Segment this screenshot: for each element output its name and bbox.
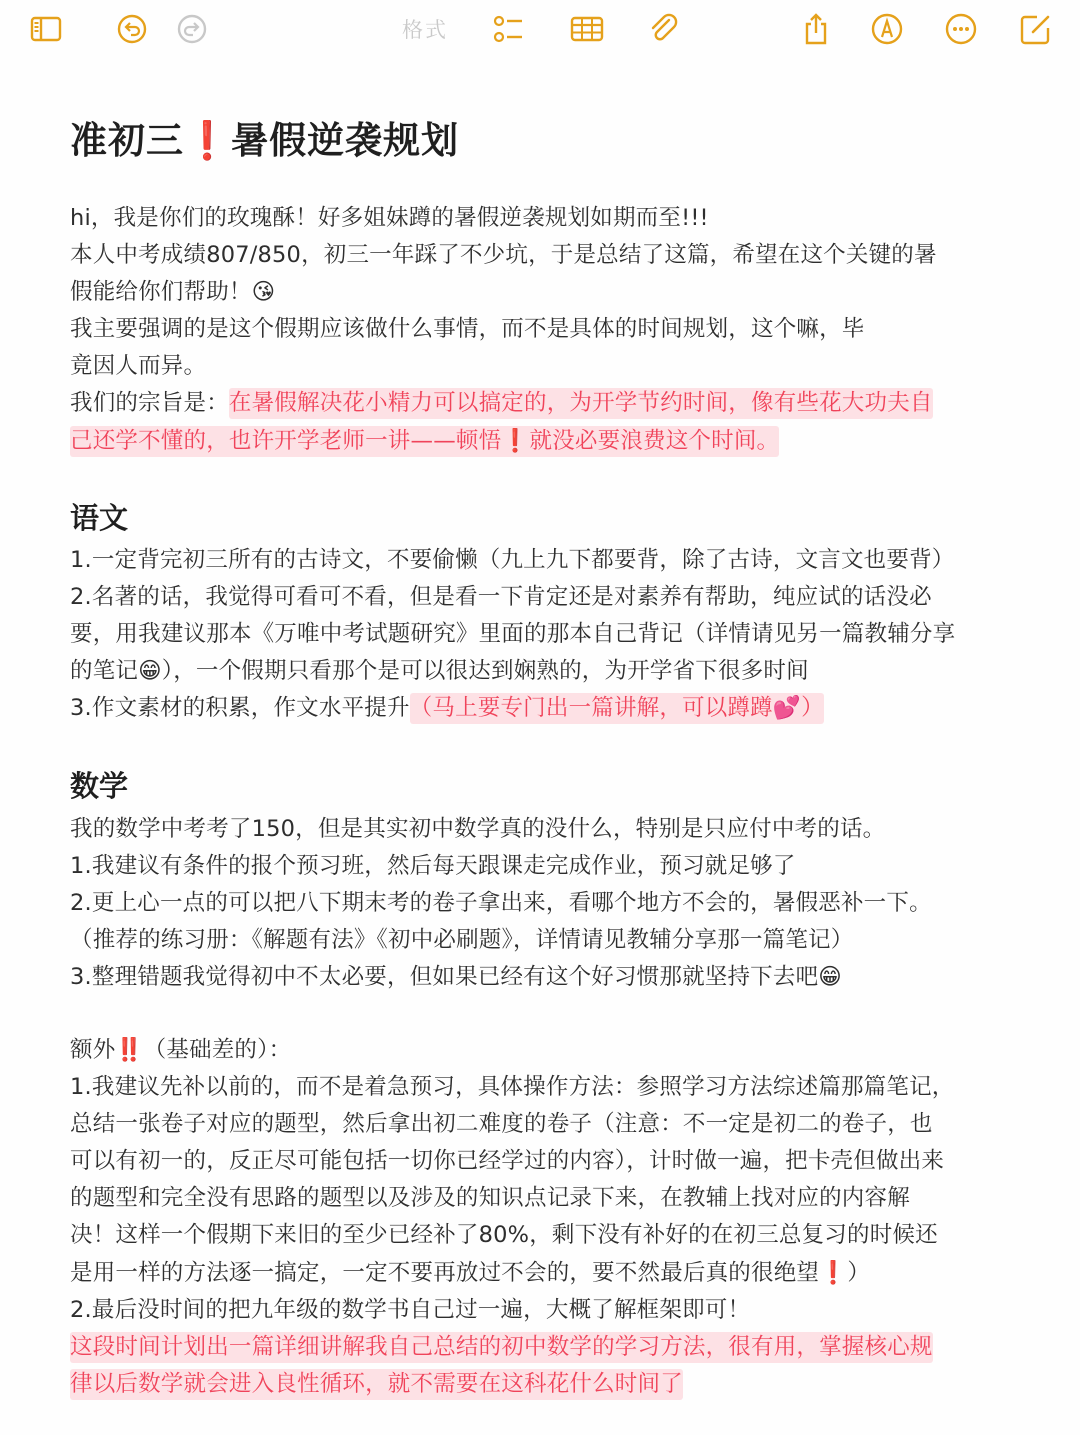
- format-button[interactable]: 格式: [402, 18, 448, 42]
- list-item: 2.最后没时间的把九年级的数学书自己过一遍，大概了解框架即可！: [70, 1296, 751, 1323]
- extra-block: [70, 1032, 1010, 1403]
- more-icon[interactable]: [942, 10, 980, 48]
- purpose-prefix: 我们的宗旨是：: [70, 390, 229, 417]
- extra-highlight: 律以后数学就会进入良性循环，就不需要在这科花什么时间了: [70, 1369, 683, 1400]
- intro-line: 本人中考成绩807/850，初三一年踩了不少坑，于是总结了这篇，希望在这个关键的暑: [70, 242, 937, 269]
- note-title: 准初三❗️暑假逆袭规划: [70, 119, 460, 162]
- checklist-icon[interactable]: [489, 10, 527, 48]
- list-item: 的笔记😁），一个假期只看那个是可以很达到娴熟的，为开学省下很多时间: [70, 658, 809, 685]
- list-item: 我的数学中考考了150，但是其实初中数学真的没什么，特别是只应付中考的话。: [70, 816, 886, 842]
- chinese-block: [70, 542, 1010, 727]
- section-heading-math: 数学: [70, 769, 129, 803]
- purpose-line: [70, 385, 1010, 422]
- extra-highlight-line: [70, 1329, 1010, 1366]
- list-item: 是用一样的方法逐一搞定，一定不要再放过不会的，要不然最后真的很绝望❗️）: [70, 1259, 871, 1286]
- undo-icon[interactable]: [113, 10, 151, 48]
- list-item: 总结一张卷子对应的题型，然后拿出初二难度的卷子（注意：不一定是初二的卷子，也: [70, 1111, 933, 1138]
- list-item: 1.我建议有条件的报个预习班，然后每天跟课走完成作业，预习就足够了: [70, 853, 796, 880]
- item3-text: 3.作文素材的积累，作文水平提升: [70, 695, 410, 722]
- sidebar-icon[interactable]: [27, 10, 65, 48]
- intro-line: hi，我是你们的玫瑰酥！好多姐妹蹲的暑假逆袭规划如期而至!!!: [70, 205, 709, 231]
- redo-icon[interactable]: [173, 10, 211, 48]
- share-icon[interactable]: [797, 10, 835, 48]
- list-item: 1.我建议先补以前的，而不是着急预习，具体操作方法：参照学习方法综述篇那篇笔记，: [70, 1074, 955, 1101]
- extra-heading: 额外‼️（基础差的）：: [70, 1037, 292, 1063]
- intro-block: [70, 200, 1010, 460]
- section-heading-chinese: 语文: [70, 501, 129, 535]
- list-item: （推荐的练习册：《解题有法》《初中必刷题》，详情请见教辅分享那一篇笔记）: [70, 927, 854, 954]
- toolbar: [0, 0, 1080, 58]
- item3-highlight: （马上要专门出一篇讲解，可以蹲蹲💕）: [410, 693, 824, 724]
- list-item: 2.名著的话，我觉得可看可不看，但是看一下肯定还是对素养有帮助，纯应试的话没必: [70, 584, 932, 611]
- table-icon[interactable]: [568, 10, 606, 48]
- markup-icon[interactable]: [868, 10, 906, 48]
- list-item: 要，用我建议那本《万唯中考试题研究》里面的那本自己背记（详情请见另一篇教辅分享: [70, 621, 956, 648]
- compose-icon[interactable]: [1017, 10, 1055, 48]
- purpose-highlight: 己还学不懂的，也许开学老师一讲——顿悟❗️就没必要浪费这个时间。: [70, 426, 779, 457]
- intro-line: 竟因人而异。: [70, 353, 207, 380]
- list-item: 的题型和完全没有思路的题型以及涉及的知识点记录下来，在教辅上找对应的内容解: [70, 1185, 910, 1212]
- purpose-highlight: 在暑假解决花小精力可以搞定的，为开学节约时间，像有些花大功夫自: [229, 388, 933, 419]
- list-item: [70, 690, 1010, 727]
- list-item: 可以有初一的，反正尽可能包括一切你已经学过的内容），计时做一遍，把卡壳但做出来: [70, 1148, 945, 1175]
- list-item: 2.更上心一点的可以把八下期末考的卷子拿出来，看哪个地方不会的，暑假恶补一下。: [70, 890, 932, 917]
- list-item: 1.一定背完初三所有的古诗文，不要偷懒（九上九下都要背，除了古诗，文言文也要背）: [70, 547, 955, 573]
- extra-highlight: 这段时间计划出一篇详细讲解我自己总结的初中数学的学习方法，很有用，掌握核心规: [70, 1332, 933, 1363]
- list-item: 3.整理错题我觉得初中不太必要，但如果已经有这个好习惯那就坚持下去吧😁: [70, 964, 842, 991]
- list-item: 决！这样一个假期下来旧的至少已经补了80%，剩下没有补好的在初三总复习的时候还: [70, 1222, 938, 1249]
- paperclip-icon[interactable]: [645, 10, 683, 48]
- intro-line: 我主要强调的是这个假期应该做什么事情，而不是具体的时间规划，这个嘛，毕: [70, 316, 865, 343]
- purpose-line: [70, 423, 1010, 460]
- math-block: [70, 811, 1010, 996]
- intro-line: 假能给你们帮助！😘: [70, 279, 276, 306]
- extra-highlight-line: [70, 1366, 1010, 1403]
